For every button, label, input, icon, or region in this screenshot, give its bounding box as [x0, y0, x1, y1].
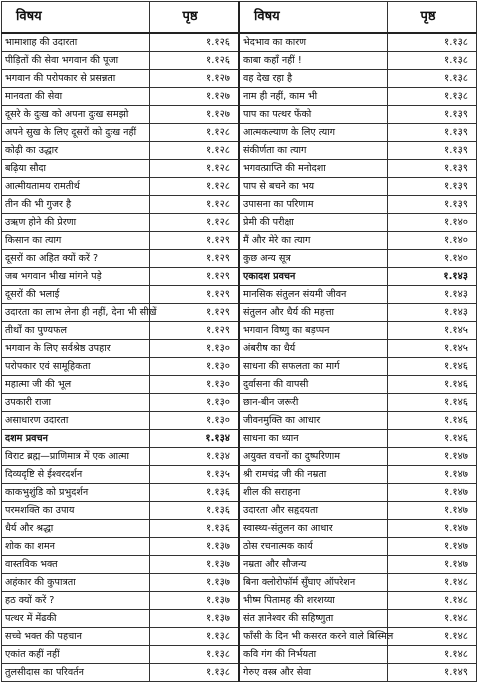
left-topic: काकभुशुंडि को प्रभुदर्शन — [2, 484, 150, 502]
right-page: १.१३८ — [388, 33, 477, 52]
right-page: १.१४० — [388, 214, 477, 232]
right-topic: नाम ही नहीं, काम भी — [239, 88, 388, 106]
right-page: १.१४० — [388, 250, 477, 268]
topic-header-right: विषय — [239, 2, 388, 34]
table-row — [2, 430, 477, 448]
right-topic: शील की सराहना — [239, 484, 388, 502]
page-header-right: पृष्ठ — [388, 2, 477, 34]
left-page: १.१३७ — [150, 610, 240, 628]
right-page: १.१४८ — [388, 574, 477, 592]
left-page: १.१३६ — [150, 484, 240, 502]
left-topic: दिव्यदृष्टि से ईश्वरदर्शन — [2, 466, 150, 484]
right-topic: काबा कहाँ नहीं ! — [239, 52, 388, 70]
right-topic: श्री रामचंद्र जी की नम्रता — [239, 466, 388, 484]
left-topic: भगवान की परोपकार से प्रसन्नता — [2, 70, 150, 88]
left-page: १.१३६ — [150, 502, 240, 520]
right-topic: प्रेमी की परीक्षा — [239, 214, 388, 232]
right-page: १.१४५ — [388, 340, 477, 358]
left-page: १.१३७ — [150, 574, 240, 592]
left-page: १.१३४ — [150, 430, 240, 448]
table-row — [2, 178, 477, 196]
right-page: १.१३९ — [388, 196, 477, 214]
right-topic: भेदभाव का कारण — [239, 33, 388, 52]
left-page: १.१२७ — [150, 106, 240, 124]
table-row — [2, 340, 477, 358]
table-row — [2, 646, 477, 664]
table-row — [2, 484, 477, 502]
right-page: १.१४८ — [388, 628, 477, 646]
right-page: १.१४७ — [388, 466, 477, 484]
left-page: १.१२८ — [150, 124, 240, 142]
left-page: १.१३५ — [150, 466, 240, 484]
right-topic: भीष्म पितामह की शरशय्या — [239, 592, 388, 610]
table-row — [2, 610, 477, 628]
left-page: १.१२६ — [150, 52, 240, 70]
right-topic: नम्रता और सौजन्य — [239, 556, 388, 574]
left-page: १.१२७ — [150, 88, 240, 106]
right-topic: उपासना का परिणाम — [239, 196, 388, 214]
right-page: १.१४६ — [388, 358, 477, 376]
header-row — [2, 2, 477, 34]
right-page: १.१४७ — [388, 520, 477, 538]
left-page: १.१२८ — [150, 214, 240, 232]
table-row — [2, 520, 477, 538]
table-row — [2, 556, 477, 574]
left-page: १.१२७ — [150, 70, 240, 88]
left-topic: जब भगवान भीख मांगने पड़े — [2, 268, 150, 286]
left-topic: दूसरे के दुःख को अपना दुःख समझो — [2, 106, 150, 124]
left-page: १.१२९ — [150, 268, 240, 286]
left-topic: भगवान के लिए सर्वश्रेष्ठ उपहार — [2, 340, 150, 358]
table-row — [2, 538, 477, 556]
right-topic: उदारता और सहृदयता — [239, 502, 388, 520]
right-topic: पाप का पत्थर फेंको — [239, 106, 388, 124]
right-page: १.१४६ — [388, 394, 477, 412]
right-topic: फाँसी के दिन भी कसरत करने वाले बिस्मिल — [239, 628, 388, 646]
left-topic: आत्मीयतामय रामतीर्थ — [2, 178, 150, 196]
right-topic: साधना की सफलता का मार्ग — [239, 358, 388, 376]
right-page: १.१४० — [388, 232, 477, 250]
left-page: १.१३८ — [150, 646, 240, 664]
left-page: १.१२९ — [150, 286, 240, 304]
table-row — [2, 88, 477, 106]
left-page: १.१३० — [150, 340, 240, 358]
left-topic: सच्चे भक्त की पहचान — [2, 628, 150, 646]
left-page: १.१२९ — [150, 250, 240, 268]
right-page: १.१३९ — [388, 142, 477, 160]
left-topic: अहंकार की कुपात्रता — [2, 574, 150, 592]
right-topic: भगवत्प्राप्ति की मनोदशा — [239, 160, 388, 178]
left-topic: दूसरों की भलाई — [2, 286, 150, 304]
contents-body — [2, 33, 477, 682]
table-row — [2, 268, 477, 286]
right-topic: अंबरीष का धैर्य — [239, 340, 388, 358]
left-topic: पत्थर में मेंढकी — [2, 610, 150, 628]
right-topic: अयुक्त वचनों का दुष्परिणाम — [239, 448, 388, 466]
left-topic: धैर्य और श्रद्धा — [2, 520, 150, 538]
left-topic: दशम प्रवचन — [2, 430, 150, 448]
table-row — [2, 232, 477, 250]
right-page: १.१३९ — [388, 124, 477, 142]
left-topic: उपकारी राजा — [2, 394, 150, 412]
right-topic: छान-बीन जरूरी — [239, 394, 388, 412]
table-row — [2, 664, 477, 682]
table-row — [2, 304, 477, 322]
table-row — [2, 52, 477, 70]
right-page: १.१४३ — [388, 268, 477, 286]
page-header-left: पृष्ठ — [150, 2, 240, 34]
right-topic: जीवनमुक्ति का आधार — [239, 412, 388, 430]
right-page: १.१४८ — [388, 610, 477, 628]
contents-table — [1, 1, 477, 682]
left-page: १.१३८ — [150, 664, 240, 682]
right-page: १.१३८ — [388, 70, 477, 88]
left-page: १.१२८ — [150, 178, 240, 196]
right-topic: कवि गंग की निर्भयता — [239, 646, 388, 664]
right-topic: भगवान विष्णु का बड़प्पन — [239, 322, 388, 340]
table-row — [2, 196, 477, 214]
right-page: १.१४३ — [388, 304, 477, 322]
right-page: १.१४८ — [388, 646, 477, 664]
right-topic: वह देख रहा है — [239, 70, 388, 88]
right-topic: स्वास्थ्य-संतुलन का आधार — [239, 520, 388, 538]
left-page: १.१३० — [150, 376, 240, 394]
right-page: १.१४६ — [388, 376, 477, 394]
left-topic: अपने सुख के लिए दूसरों को दुःख नहीं — [2, 124, 150, 142]
table-row — [2, 160, 477, 178]
right-topic: बिना क्लोरोफॉर्म सुँघाए ऑपरेशन — [239, 574, 388, 592]
right-topic: मानसिक संतुलन संयमी जीवन — [239, 286, 388, 304]
left-topic: वास्तविक भक्त — [2, 556, 150, 574]
left-page: १.१३० — [150, 412, 240, 430]
table-row — [2, 124, 477, 142]
table-row — [2, 250, 477, 268]
left-page: १.१३७ — [150, 556, 240, 574]
left-topic: पीड़ितों की सेवा भगवान की पूजा — [2, 52, 150, 70]
left-topic: असाधारण उदारता — [2, 412, 150, 430]
table-row — [2, 376, 477, 394]
left-topic: तुलसीदास का परिवर्तन — [2, 664, 150, 682]
table-row — [2, 394, 477, 412]
table-row — [2, 286, 477, 304]
right-topic: गेरुए वस्त्र और सेवा — [239, 664, 388, 682]
left-page: १.१३६ — [150, 520, 240, 538]
table-row — [2, 70, 477, 88]
left-page: १.१२९ — [150, 322, 240, 340]
left-topic: उदारता का लाभ लेना ही नहीं, देना भी सीखें — [2, 304, 150, 322]
table-row — [2, 448, 477, 466]
topic-header-left: विषय — [2, 2, 150, 34]
right-topic: कुछ अन्य सूत्र — [239, 250, 388, 268]
table-row — [2, 322, 477, 340]
left-page: १.१३७ — [150, 592, 240, 610]
right-page: १.१४९ — [388, 664, 477, 682]
right-topic: संतुलन और धैर्य की महत्ता — [239, 304, 388, 322]
right-page: १.१४७ — [388, 448, 477, 466]
right-page: १.१४६ — [388, 412, 477, 430]
left-topic: तीर्थों का पुण्यफल — [2, 322, 150, 340]
right-topic: पाप से बचने का भय — [239, 178, 388, 196]
right-topic: ठोस रचनात्मक कार्य — [239, 538, 388, 556]
left-topic: हठ क्यों करें ? — [2, 592, 150, 610]
left-page: १.१३० — [150, 394, 240, 412]
right-page: १.१३८ — [388, 52, 477, 70]
left-page: १.१२८ — [150, 196, 240, 214]
right-topic: दुर्वासना की वापसी — [239, 376, 388, 394]
right-page: १.१३९ — [388, 106, 477, 124]
left-topic: मानवता की सेवा — [2, 88, 150, 106]
left-topic: बढ़िया सौदा — [2, 160, 150, 178]
right-page: १.१४८ — [388, 592, 477, 610]
right-page: १.१३९ — [388, 178, 477, 196]
table-row — [2, 106, 477, 124]
right-page: १.१४५ — [388, 322, 477, 340]
right-page: १.१३८ — [388, 88, 477, 106]
table-row — [2, 33, 477, 52]
right-topic: एकादश प्रवचन — [239, 268, 388, 286]
right-page: १.१४७ — [388, 484, 477, 502]
left-page: १.१३० — [150, 358, 240, 376]
right-page: १.१४७ — [388, 502, 477, 520]
table-row — [2, 466, 477, 484]
right-topic: संत ज्ञानेश्वर की सहिष्णुता — [239, 610, 388, 628]
left-page: १.१२८ — [150, 142, 240, 160]
right-page: १.१४७ — [388, 538, 477, 556]
left-topic: परमशक्ति का उपाय — [2, 502, 150, 520]
right-topic: आत्मकल्याण के लिए त्याग — [239, 124, 388, 142]
left-topic: परोपकार एवं सामूहिकता — [2, 358, 150, 376]
left-page: १.१२८ — [150, 160, 240, 178]
table-row — [2, 142, 477, 160]
left-topic: तीन की भी गुजर है — [2, 196, 150, 214]
right-topic: साधना का ध्यान — [239, 430, 388, 448]
right-page: १.१४७ — [388, 556, 477, 574]
table-row — [2, 358, 477, 376]
left-page: १.१२६ — [150, 33, 240, 52]
table-row — [2, 214, 477, 232]
left-topic: महात्मा जी की भूल — [2, 376, 150, 394]
table-row — [2, 628, 477, 646]
left-page: १.१३७ — [150, 538, 240, 556]
right-topic: मैं और मेरे का त्याग — [239, 232, 388, 250]
right-page: १.१४३ — [388, 286, 477, 304]
left-topic: शोक का शमन — [2, 538, 150, 556]
left-page: १.१३४ — [150, 448, 240, 466]
table-row — [2, 502, 477, 520]
table-row — [2, 592, 477, 610]
table-row — [2, 574, 477, 592]
left-topic: भामाशाह की उदारता — [2, 33, 150, 52]
left-page: १.१२९ — [150, 304, 240, 322]
left-topic: एकांत कहीं नहीं — [2, 646, 150, 664]
right-page: १.१४६ — [388, 430, 477, 448]
right-page: १.१३९ — [388, 160, 477, 178]
left-topic: उऋण होने की प्रेरणा — [2, 214, 150, 232]
table-row — [2, 412, 477, 430]
left-topic: किसान का त्याग — [2, 232, 150, 250]
left-topic: कोढ़ी का उद्धार — [2, 142, 150, 160]
left-page: १.१३८ — [150, 628, 240, 646]
left-topic: दूसरों का अहित क्यों करें ? — [2, 250, 150, 268]
left-topic: विराट ब्रह्म—प्राणिमात्र में एक आत्मा — [2, 448, 150, 466]
right-topic: संकीर्णता का त्याग — [239, 142, 388, 160]
left-page: १.१२९ — [150, 232, 240, 250]
